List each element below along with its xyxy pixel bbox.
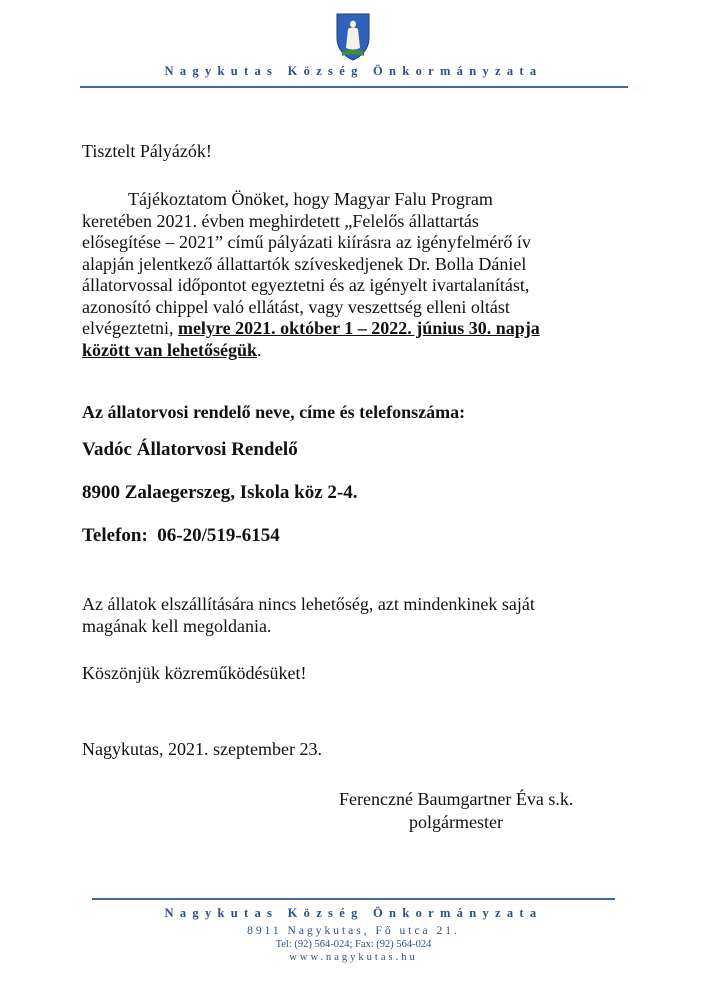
paragraph-text: elvégeztetni, [82, 318, 178, 338]
clinic-phone: Telefon: 06-20/519-6154 [82, 525, 280, 546]
transport-line: magának kell megoldania. [82, 615, 272, 636]
clinic-address: 8900 Zalaegerszeg, Iskola köz 2-4. [82, 482, 358, 503]
footer-rule [92, 898, 615, 900]
transport-line: Az állatok elszállítására nincs lehetőség, azt mindenkinek saját [82, 594, 535, 614]
signer-title: polgármester [409, 812, 503, 832]
clinic-name: Vadóc Állatorvosi Rendelő [82, 439, 298, 460]
paragraph-line: állatorvossal időpontot egyeztetni és az igényelt ivartalanítást, [82, 275, 530, 295]
signer-name: Ferenczné Baumgartner Éva s.k. [339, 789, 574, 809]
paragraph-line [82, 318, 628, 340]
transport-note [82, 594, 628, 637]
deadline-emphasis: melyre 2021. október 1 – 2022. június 30. napja [177, 318, 540, 338]
footer-address: 8911 Nagykutas, Fő utca 21. [247, 925, 460, 937]
paragraph-line: elősegítése – 2021” című pályázati kiírásra az igényfelmérő ív [82, 232, 531, 252]
paragraph-line: keretében 2021. évben meghirdetett „Felelős állattartás [82, 210, 479, 231]
thanks: Köszönjük közreműködésüket! [82, 663, 307, 683]
footer-website: www.nagykutas.hu [289, 952, 418, 963]
salutation: Tisztelt Pályázók! [82, 141, 212, 161]
paragraph-line: alapján jelentkező állattartók szíveskedjenek Dr. Bolla Dániel [82, 253, 527, 274]
header-title: Nagykutas Község Önkormányzata [164, 64, 543, 78]
paragraph-line: Tájékoztatom Önöket, hogy Magyar Falu Program [128, 189, 493, 209]
deadline-emphasis-cont: között van lehetőségük [82, 339, 257, 360]
footer-contact: Tel: (92) 564-024; Fax: (92) 564-024 [275, 939, 432, 950]
header-rule [80, 86, 628, 88]
paragraph-main [82, 189, 628, 361]
footer-title: Nagykutas Község Önkormányzata [164, 906, 543, 920]
paragraph-line: azonosító chippel való ellátást, vagy veszettség elleni oltást [82, 296, 510, 317]
clinic-heading: Az állatorvosi rendelő neve, címe és telefonszáma: [82, 402, 466, 422]
coat-of-arms-icon [334, 12, 372, 62]
paragraph-period: . [257, 339, 262, 360]
place-date: Nagykutas, 2021. szeptember 23. [82, 739, 322, 759]
paragraph-line [82, 340, 628, 362]
